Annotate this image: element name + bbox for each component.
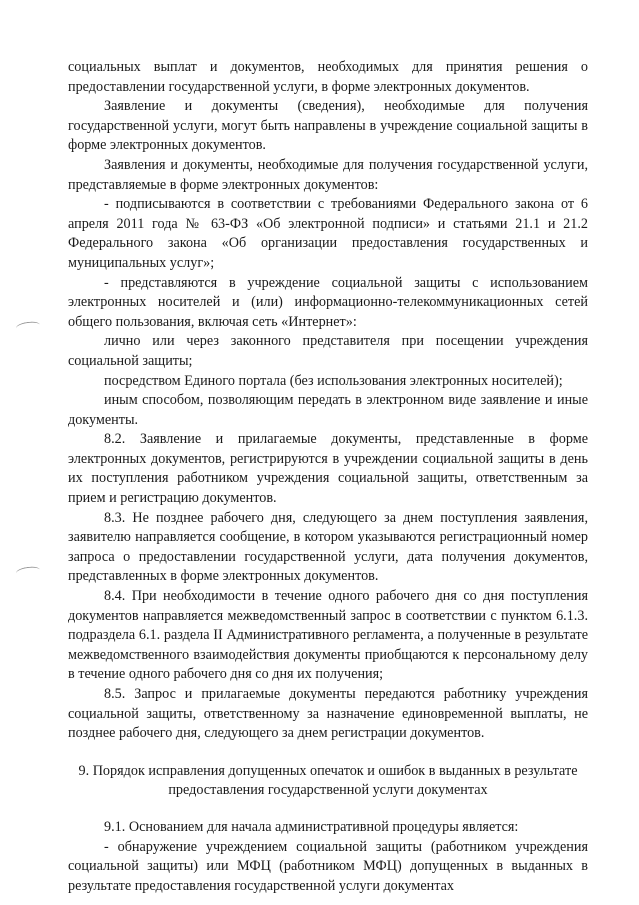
paragraph-unified-portal: посредством Единого портала (без использования электронных носителей); — [104, 372, 563, 389]
scan-mark-bottom — [15, 565, 40, 577]
section-9-heading: 9. Порядок исправления допущенных опечаток и ошибок в выданных в результате предоставления государственной услуги документах — [78, 762, 578, 799]
paragraph-signature-requirements: - подписываются в соответствии с требованиями Федерального закона от 6 апреля 2011 года № 63-ФЗ «Об электронной подписи» и статьями 21.1 и 21.2 Федерального закона «Об организации предоставления государственных и муниципальных услуг»; — [68, 196, 588, 271]
paragraph-8-2: 8.2. Заявление и прилагаемые документы, представленные в форме электронных документов, регистрируются в учреждении социальной защиты в день их поступления работником учреждения социальной защиты, ответственным за прием и регистрацию документов. — [68, 431, 588, 507]
paragraph-8-4: 8.4. При необходимости в течение одного рабочего дня со дня поступления документов направляется межведомственный запрос в соответствии с пунктом 6.1.3. подраздела 6.1. раздела II Административного регламента, а полученные в результате межведомственного взаимодействия документы приобщаются к персональному делу в течение одного рабочего дня со дня их получения; — [68, 588, 588, 683]
paragraph-8-3: 8.3. Не позднее рабочего дня, следующего за днем поступления заявления, заявителю направляется сообщение, в котором указываются регистрационный номер запроса о предоставлении государственной услуги, дата получения документов, представленных в форме электронных документов. — [68, 509, 588, 585]
paragraph-electronic-submission: Заявление и документы (сведения), необходимые для получения государственной услуги, могут быть направлены в учреждение социальной защиты в форме электронных документов. — [68, 98, 588, 154]
paragraph-9-1: 9.1. Основанием для начала административной процедуры является: — [104, 818, 519, 835]
paragraph-9-1-detection: - обнаружение учреждением социальной защиты (работником учреждения социальной защиты) или МФЦ (работником МФЦ) допущенных в выданных в результате предоставления государственной услуги документах — [68, 838, 588, 894]
paragraph-continuation: социальных выплат и документов, необходимых для принятия решения о предоставлении государственной услуги, в форме электронных документов. — [68, 59, 588, 95]
paragraph-submission-channels: - представляются в учреждение социальной защиты с использованием электронных носителей и (или) информационно-телекоммуникационных сетей общего пользования, включая сеть «Интернет»: — [68, 274, 588, 330]
document-page — [68, 58, 588, 896]
paragraph-8-5: 8.5. Запрос и прилагаемые документы передаются работнику учреждения социальной защиты, ответственному за назначение единовременной выплаты, не позднее рабочего дня, следующего за днем регистрации документов. — [68, 686, 588, 742]
paragraph-electronic-documents-intro: Заявления и документы, необходимые для получения государственной услуги, представляемые в форме электронных документов: — [68, 156, 588, 193]
paragraph-other-method: иным способом, позволяющим передать в электронном виде заявление и иные документы. — [68, 392, 588, 428]
paragraph-in-person: лично или через законного представителя при посещении учреждения социальной защиты; — [68, 333, 588, 369]
scan-mark-top — [15, 320, 40, 332]
